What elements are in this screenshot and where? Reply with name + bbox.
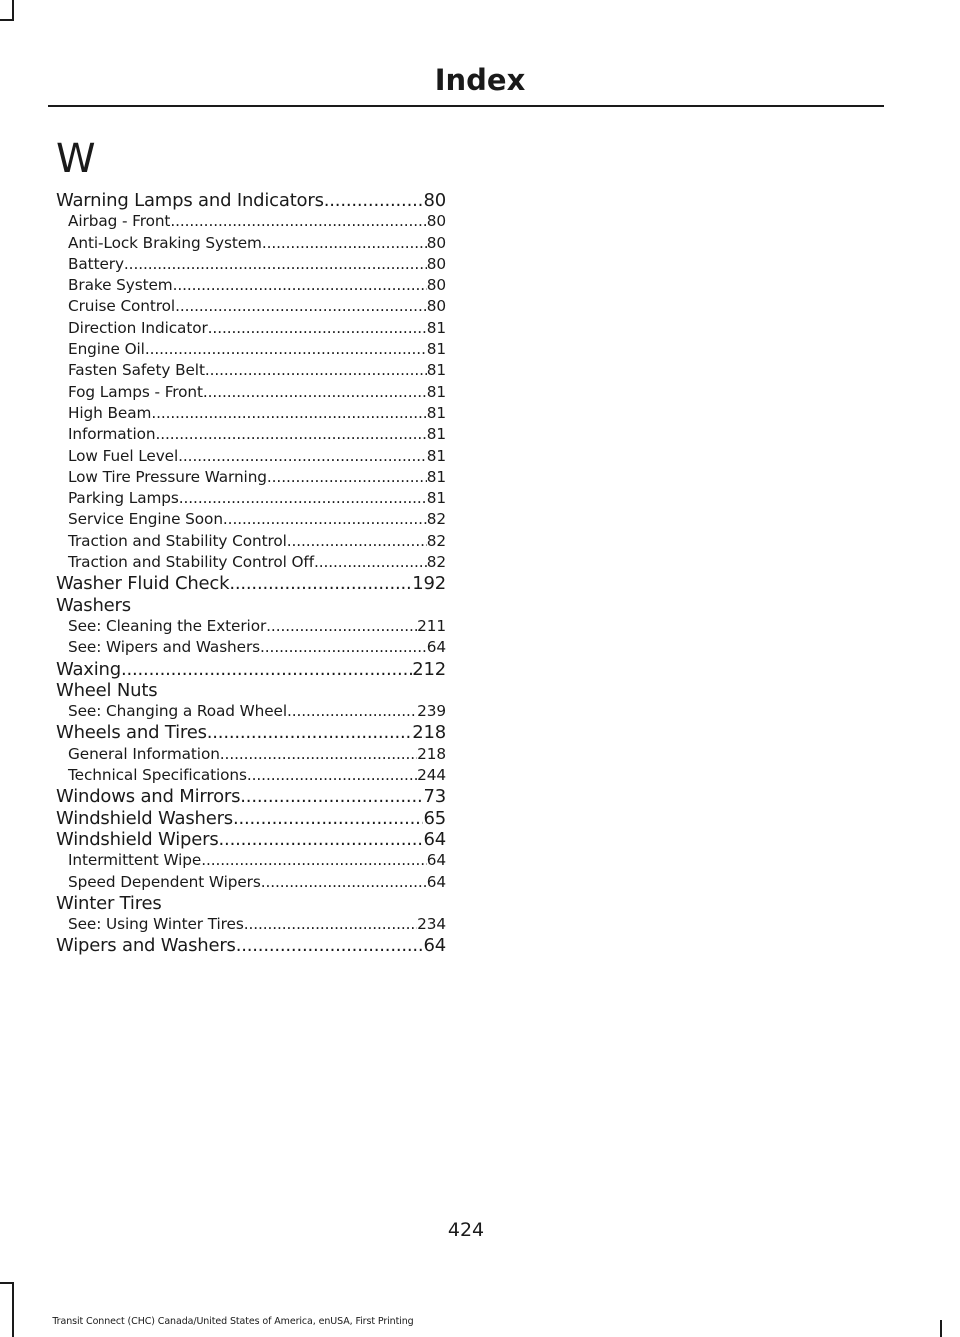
index-list (56, 190, 446, 957)
index-subentry (56, 488, 446, 509)
entry-page-number: 64 (426, 638, 446, 657)
entry-label: Airbag - Front (68, 212, 171, 231)
dot-leader (261, 872, 427, 893)
entry-page-number: 64 (426, 851, 446, 870)
entry-page-number: 73 (423, 786, 446, 808)
entry-label: High Beam (68, 403, 152, 422)
index-subentry (56, 850, 446, 871)
index-entry (56, 573, 446, 594)
entry-label: Traction and Stability Control Off (68, 553, 314, 572)
index-subentry (56, 616, 446, 637)
entry-label: Speed Dependent Wipers (68, 872, 261, 891)
dot-leader (170, 211, 426, 232)
entry-page-number: 82 (426, 531, 446, 550)
entry-label: Warning Lamps and Indicators (56, 190, 324, 211)
dot-leader (314, 552, 427, 573)
entry-label: Anti-Lock Braking System (68, 233, 262, 252)
entry-label: Fog Lamps - Front (68, 382, 203, 401)
entry-label: Wheel Nuts (56, 679, 158, 701)
entry-label: Service Engine Soon (68, 510, 223, 529)
dot-leader (266, 616, 417, 637)
crop-mark-top-left-vertical (12, 0, 14, 20)
index-subentry (56, 872, 446, 893)
index-subentry (56, 403, 446, 424)
entry-page-number: 65 (423, 807, 446, 829)
index-subentry (56, 701, 446, 722)
entry-label: Windows and Mirrors (56, 786, 241, 808)
dot-leader (179, 488, 427, 509)
title-divider (48, 105, 884, 107)
entry-page-number: 212 (412, 658, 446, 680)
entry-page-number: 80 (423, 190, 446, 211)
entry-page-number: 81 (426, 361, 446, 380)
dot-leader (155, 424, 426, 445)
index-subentry (56, 382, 446, 403)
dot-leader (223, 509, 427, 530)
entry-page-number: 81 (426, 446, 446, 465)
entry-page-number: 64 (423, 935, 446, 957)
dot-leader (178, 446, 427, 467)
dot-leader (219, 829, 424, 850)
index-subentry (56, 233, 446, 254)
dot-leader (220, 744, 417, 765)
index-entry (56, 722, 446, 743)
dot-leader (208, 318, 427, 339)
entry-label: Information (68, 425, 156, 444)
dot-leader (151, 403, 426, 424)
entry-label: Wheels and Tires (56, 722, 207, 744)
entry-page-number: 81 (426, 340, 446, 359)
crop-mark-bottom-left-vertical (12, 1282, 14, 1337)
entry-label: Direction Indicator (68, 318, 208, 337)
entry-label: See: Cleaning the Exterior (68, 616, 267, 635)
entry-page-number: 64 (423, 828, 446, 850)
index-entry (56, 190, 446, 211)
entry-label: General Information (68, 744, 220, 763)
page-title: Index (434, 63, 526, 97)
entry-label: Winter Tires (56, 892, 162, 914)
entry-label: Washer Fluid Check (56, 573, 230, 595)
entry-label: Fasten Safety Belt (68, 361, 205, 380)
entry-page-number: 218 (417, 744, 446, 763)
entry-label: Parking Lamps (68, 489, 179, 508)
entry-page-number: 80 (426, 254, 446, 273)
index-subentry (56, 509, 446, 530)
index-entry (56, 808, 446, 829)
dot-leader (175, 296, 427, 317)
entry-label: Technical Specifications (68, 766, 247, 785)
index-subentry (56, 637, 446, 658)
dot-leader (247, 765, 417, 786)
dot-leader (262, 233, 427, 254)
entry-label: See: Using Winter Tires (68, 915, 244, 934)
entry-label: See: Wipers and Washers (68, 638, 261, 657)
entry-label: Engine Oil (68, 340, 145, 359)
entry-page-number: 234 (417, 915, 446, 934)
entry-page-number: 211 (417, 616, 446, 635)
entry-page-number: 82 (426, 553, 446, 572)
dot-leader (205, 360, 427, 381)
index-subentry (56, 531, 446, 552)
index-subentry (56, 275, 446, 296)
index-subentry (56, 254, 446, 275)
entry-label: Low Fuel Level (68, 446, 179, 465)
index-subentry (56, 446, 446, 467)
publication-footer: Transit Connect (CHC) Canada/United States of America, enUSA, First Printing (52, 1316, 414, 1327)
index-subentry (56, 318, 446, 339)
index-entry (56, 935, 446, 956)
dot-leader (244, 914, 417, 935)
dot-leader (121, 659, 412, 680)
entry-page-number: 81 (426, 382, 446, 401)
index-entry (56, 893, 446, 914)
index-subentry (56, 765, 446, 786)
index-entry (56, 595, 446, 616)
entry-label: Washers (56, 594, 131, 616)
index-entry (56, 829, 446, 850)
index-subentry (56, 211, 446, 232)
entry-page-number: 244 (417, 766, 446, 785)
crop-mark-bottom-left-horizontal (0, 1282, 14, 1284)
index-subentry (56, 360, 446, 381)
crop-mark-top-left-horizontal (0, 19, 14, 21)
entry-page-number: 239 (417, 702, 446, 721)
entry-label: Cruise Control (68, 297, 176, 316)
entry-label: Windshield Wipers (56, 828, 219, 850)
entry-label: Battery (68, 254, 124, 273)
entry-page-number: 82 (426, 510, 446, 529)
dot-leader (287, 701, 417, 722)
dot-leader (267, 467, 427, 488)
entry-label: Windshield Washers (56, 807, 233, 829)
entry-label: Wipers and Washers (56, 935, 236, 957)
index-entry (56, 659, 446, 680)
index-subentry (56, 467, 446, 488)
dot-leader (201, 850, 427, 871)
index-subentry (56, 552, 446, 573)
entry-label: See: Changing a Road Wheel (68, 702, 287, 721)
entry-page-number: 81 (426, 467, 446, 486)
entry-page-number: 192 (412, 573, 446, 595)
entry-page-number: 81 (426, 403, 446, 422)
page-number: 424 (447, 1219, 485, 1241)
dot-leader (229, 573, 412, 594)
section-letter: W (56, 136, 96, 182)
dot-leader (240, 786, 423, 807)
entry-page-number: 218 (412, 722, 446, 744)
entry-page-number: 80 (426, 297, 446, 316)
entry-label: Brake System (68, 276, 173, 295)
entry-label: Low Tire Pressure Warning (68, 467, 267, 486)
index-subentry (56, 424, 446, 445)
dot-leader (260, 637, 427, 658)
index-subentry (56, 914, 446, 935)
dot-leader (203, 382, 427, 403)
dot-leader (173, 275, 427, 296)
dot-leader (287, 531, 427, 552)
dot-leader (145, 339, 427, 360)
index-entry (56, 680, 446, 701)
entry-label: Traction and Stability Control (68, 531, 287, 550)
entry-page-number: 80 (426, 233, 446, 252)
index-subentry (56, 296, 446, 317)
entry-page-number: 81 (426, 489, 446, 508)
index-subentry (56, 339, 446, 360)
dot-leader (124, 254, 427, 275)
index-entry (56, 786, 446, 807)
entry-page-number: 81 (426, 318, 446, 337)
dot-leader (233, 808, 424, 829)
entry-page-number: 81 (426, 425, 446, 444)
entry-page-number: 80 (426, 212, 446, 231)
dot-leader (207, 722, 412, 743)
dot-leader (236, 935, 424, 956)
entry-page-number: 80 (426, 276, 446, 295)
index-subentry (56, 744, 446, 765)
entry-label: Waxing (56, 658, 121, 680)
crop-mark-bottom-right-vertical (940, 1320, 942, 1337)
dot-leader (324, 190, 424, 211)
entry-label: Intermittent Wipe (68, 851, 202, 870)
entry-page-number: 64 (426, 872, 446, 891)
